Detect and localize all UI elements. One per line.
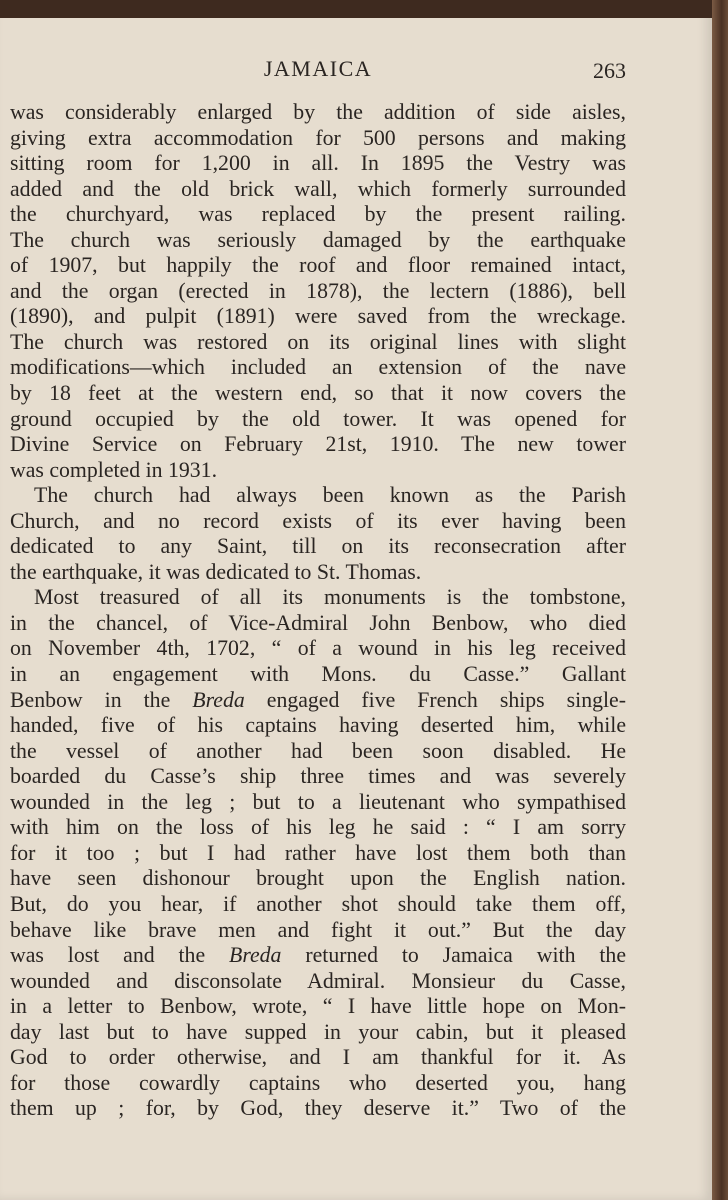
text-line: wounded in the leg ; but to a lieutenant who sympathised (10, 789, 626, 814)
text-line: modifications—which included an extension of the nave (10, 355, 626, 380)
text-line: the churchyard, was replaced by the present railing. (10, 202, 626, 227)
text-line: dedicated to any Saint, till on its reconsecration after (10, 534, 626, 559)
running-title: JAMAICA (263, 56, 373, 81)
text-line: Divine Service on February 21st, 1910. The new tower (10, 432, 626, 457)
text-line: by 18 feet at the western end, so that it now covers the (10, 381, 626, 406)
text-line: day last but to have supped in your cabin, but it pleased (10, 1019, 626, 1044)
page-header (10, 56, 626, 90)
text-line: for it too ; but I had rather have lost them both than (10, 840, 626, 865)
text-fragment: returned to Jamaica with the (281, 943, 626, 968)
text-line: in an engagement with Mons. du Casse.” Gallant (10, 662, 626, 687)
ship-name: Breda (229, 943, 282, 968)
text-line: (1890), and pulpit (1891) were saved from the wreckage. (10, 304, 626, 329)
paragraph-start-line: The church had always been known as the Parish (34, 483, 626, 508)
text-line: in a letter to Benbow, wrote, “ I have little hope on Mon- (10, 994, 626, 1019)
text-line: the earthquake, it was dedicated to St. Thomas. (10, 559, 422, 584)
text-line: ground occupied by the old tower. It was opened for (10, 406, 626, 431)
text-line: the vessel of another had been soon disabled. He (10, 738, 626, 763)
text-line: boarded du Casse’s ship three times and was severely (10, 764, 626, 789)
text-line: on November 4th, 1702, “ of a wound in his leg received (10, 636, 626, 661)
text-line: was considerably enlarged by the addition of side aisles, (10, 100, 626, 124)
text-line: The church was seriously damaged by the earthquake (10, 227, 626, 252)
page-number: 263 (593, 58, 626, 83)
text-fragment: engaged five French ships single- (244, 687, 626, 712)
text-line: and the organ (erected in 1878), the lectern (1886), bell (10, 278, 626, 303)
text-line: God to order otherwise, and I am thankful for it. As (10, 1045, 626, 1070)
text-line: with him on the loss of his leg he said : “ I am sorry (10, 815, 626, 840)
text-line: have seen dishonour brought upon the English nation. (10, 866, 626, 891)
ship-name: Breda (192, 687, 245, 712)
text-line-with-ship-name (10, 943, 626, 969)
text-line: for those cowardly captains who deserted you, hang (10, 1070, 626, 1095)
text-fragment: Benbow in the (10, 687, 193, 712)
paragraph-start-line: Most treasured of all its monuments is the tombstone, (34, 585, 626, 610)
top-shadow-band (0, 0, 712, 18)
text-line: sitting room for 1,200 in all. In 1895 the Vestry was (10, 151, 626, 176)
text-line: added and the old brick wall, which formerly surrounded (10, 176, 626, 201)
text-line: But, do you hear, if another shot should take them off, (10, 891, 626, 916)
text-line: Church, and no record exists of its ever having been (10, 508, 626, 533)
text-line: in the chancel, of Vice-Admiral John Benbow, who died (10, 610, 626, 635)
text-line-with-ship-name (10, 688, 626, 714)
text-line: was completed in 1931. (10, 457, 218, 482)
text-line: handed, five of his captains having deserted him, while (10, 713, 626, 738)
text-fragment: was lost and the (10, 943, 229, 968)
text-line: giving extra accommodation for 500 persons and making (10, 125, 626, 150)
text-line: behave like brave men and fight it out.” But the day (10, 917, 626, 942)
text-line: them up ; for, by God, they deserve it.” Two of the (10, 1096, 626, 1121)
book-edge (712, 0, 728, 1200)
text-line: The church was restored on its original lines with slight (10, 329, 626, 354)
text-line: of 1907, but happily the roof and floor remained intact, (10, 253, 626, 278)
body-text (10, 100, 626, 1122)
text-line: wounded and disconsolate Admiral. Monsieur du Casse, (10, 968, 626, 993)
